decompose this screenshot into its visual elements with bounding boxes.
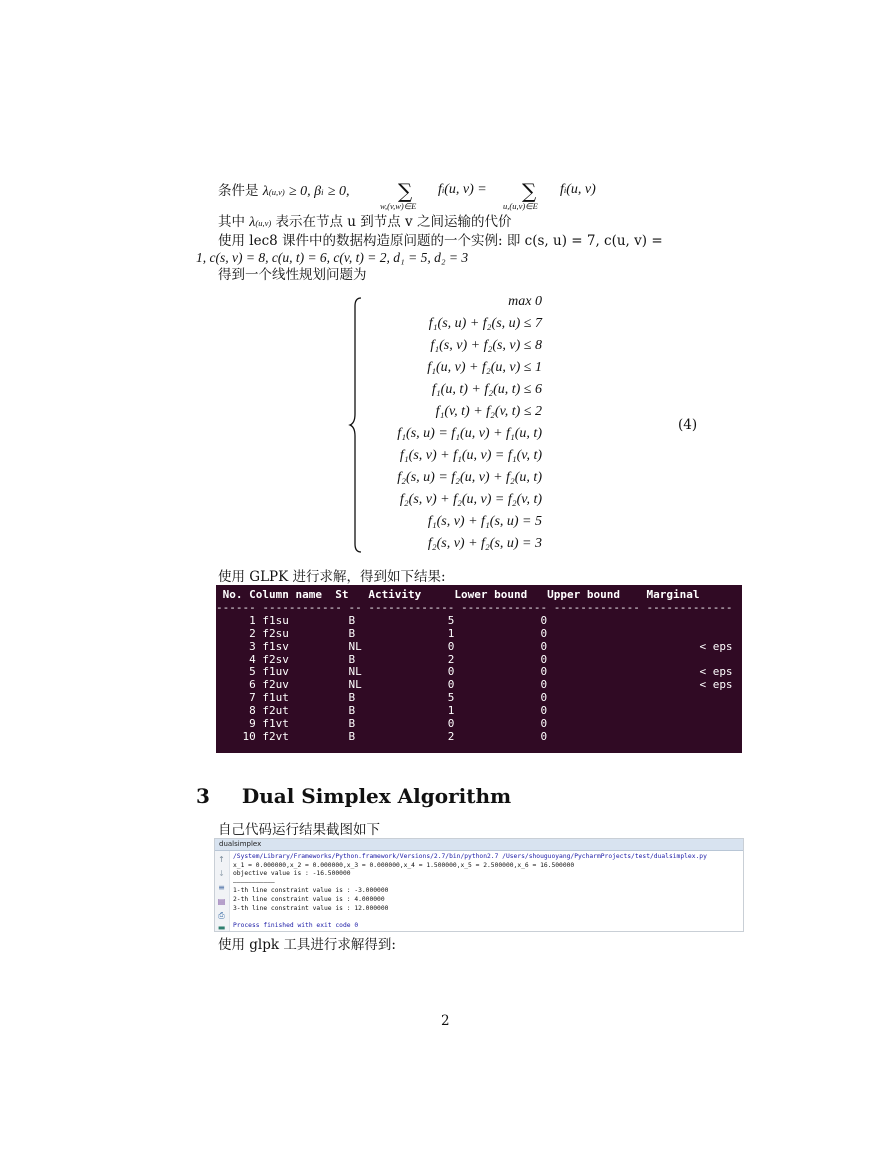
page-number: 2 xyxy=(441,1013,450,1029)
lp-constraint: f₂(s, v) + f₂(u, v) = f₂(v, t) xyxy=(399,492,542,507)
clear-icon: ▬ xyxy=(217,923,226,932)
lp-constraint: f₁(s, v) + f₂(s, v) ≤ 8 xyxy=(430,338,542,353)
lambda-symbol: λ xyxy=(262,184,269,199)
lp-constraint: f₁(v, t) + f₂(v, t) ≤ 2 xyxy=(435,404,542,419)
glpk-table-header: No. Column name St Activity Lower bound Upper bound Marginal xyxy=(216,588,700,601)
nonneg-condition: ≥ 0, β xyxy=(288,184,322,199)
definition-prefix: 其中 xyxy=(218,214,245,230)
sum-operator-1: ∑ xyxy=(398,179,413,203)
glpk-table-row: 9 f1vt B 0 0 xyxy=(216,717,548,731)
instance-line-2: 1, c(s, v) = 8, c(u, t) = 6, c(v, t) = 2, d₁ = 5, d₂ = 3 xyxy=(196,250,469,265)
console-gutter xyxy=(215,851,230,931)
lp-constraint: f₁(s, v) + f₁(s, u) = 5 xyxy=(427,514,542,529)
console-line: 3-th line constraint value is : 12.000000 xyxy=(233,904,389,912)
lp-intro: 得到一个线性规划问题为 xyxy=(218,267,367,283)
glpk-table-row: 4 f2sv B 2 0 xyxy=(216,652,548,666)
condition-line xyxy=(218,182,350,201)
lp-constraint: f₁(s, v) + f₁(u, v) = f₁(v, t) xyxy=(399,448,542,463)
console-line: Process finished with exit code 0 xyxy=(233,921,359,929)
equation-number: (4) xyxy=(678,417,698,433)
glpk-solve-intro: 使用 glpk 工具进行求解得到: xyxy=(218,937,396,953)
console-line xyxy=(233,913,707,922)
lp-constraint: f₁(u, v) + f₂(u, v) ≤ 1 xyxy=(427,360,542,375)
glpk-terminal xyxy=(216,585,742,753)
glpk-table-row: 1 f1su B 5 0 xyxy=(216,613,548,627)
console-tab: dualsimplex xyxy=(215,839,743,851)
glpk-table-row: 2 f2su B 1 0 xyxy=(216,626,548,640)
sum-1-subscript: w,(v,w)∈E xyxy=(380,201,417,211)
down-arrow-icon: ↓ xyxy=(218,869,225,878)
lp-constraint: f₁(s, u) = f₁(u, v) + f₁(u, t) xyxy=(397,426,542,441)
glpk-table-row: 5 f1uv NL 0 0 < eps xyxy=(216,665,733,679)
console-output xyxy=(233,853,707,930)
lp-constraint: max 0 xyxy=(508,294,542,309)
lp-constraint: f₂(s, v) + f₂(s, u) = 3 xyxy=(427,536,542,551)
sum-2-subscript: u,(u,v)∈E xyxy=(503,201,538,211)
lambda-subscript-2: (u,v) xyxy=(255,218,272,228)
glpk-table-row: 8 f2ut B 1 0 xyxy=(216,704,548,718)
wrap-icon: ≡ xyxy=(218,883,225,892)
condition-prefix: 条件是 xyxy=(218,183,259,199)
console-line: objective value is : -16.500000 xyxy=(233,870,351,878)
code-result-intro: 自己代码运行结果截图如下 xyxy=(218,822,380,838)
lp-system xyxy=(362,294,542,556)
glpk-table-row: 7 f1ut B 5 0 xyxy=(216,691,548,705)
instance-line-1: 使用 lec8 课件中的数据构造原问题的一个实例: 即 c(s, u) = 7, c(u, v) = xyxy=(218,233,663,249)
sum-2-body: fi(u, v) xyxy=(560,182,596,197)
definition-text: 表示在节点 u 到节点 v 之间运输的代价 xyxy=(275,214,512,230)
section-number: 3 xyxy=(196,784,210,808)
console-line: /System/Library/Frameworks/Python.framework/Versions/2.7/bin/python2.7 /Users/shouguoyang/PycharmProjects/test/dualsimplex.py xyxy=(233,853,707,860)
glpk-table-row: 6 f2uv NL 0 0 < eps xyxy=(216,678,733,692)
console-line: x_1 = 0.000000,x_2 = 0.000000,x_3 = 0.000000,x_4 = 1.500000,x_5 = 2.500000,x_6 = 16.500000 xyxy=(233,861,575,869)
section-title: Dual Simplex Algorithm xyxy=(241,784,512,808)
scroll-icon: ▤ xyxy=(217,897,226,906)
glpk-table-body xyxy=(216,615,742,744)
lp-constraint: f₁(u, t) + f₂(u, t) ≤ 6 xyxy=(431,382,542,397)
sum-operator-2: ∑ xyxy=(522,179,537,203)
lp-constraint: f₁(s, u) + f₂(s, u) ≤ 7 xyxy=(428,316,542,331)
console-line: ——————————— xyxy=(233,878,275,886)
beta-subscript: i xyxy=(321,187,324,197)
lambda-definition xyxy=(218,213,511,232)
lambda-subscript: (u,v) xyxy=(268,187,285,197)
glpk-table-row: 3 f1sv NL 0 0 < eps xyxy=(216,639,733,653)
sum-1-body: fi(u, v) = xyxy=(438,182,487,197)
glpk-intro: 使用 GLPK 进行求解，得到如下结果: xyxy=(218,569,446,585)
up-arrow-icon: ↑ xyxy=(218,855,225,864)
glpk-table-row: 10 f2vt B 2 0 xyxy=(216,729,548,743)
lp-constraint: f₂(s, u) = f₂(u, v) + f₂(u, t) xyxy=(397,470,542,485)
nonneg-condition-2: ≥ 0, xyxy=(327,184,350,199)
lambda-symbol-2: λ xyxy=(249,215,256,230)
glpk-table-rule: ------ ------------ -- ------------- ------------- ------------- ------------- xyxy=(216,600,733,614)
console-line: 2-th line constraint value is : 4.000000 xyxy=(233,895,385,903)
ide-console xyxy=(214,838,744,932)
print-icon: ⎙ xyxy=(218,911,225,920)
console-line: 1-th line constraint value is : -3.000000 xyxy=(233,887,389,895)
section-heading xyxy=(196,784,511,808)
